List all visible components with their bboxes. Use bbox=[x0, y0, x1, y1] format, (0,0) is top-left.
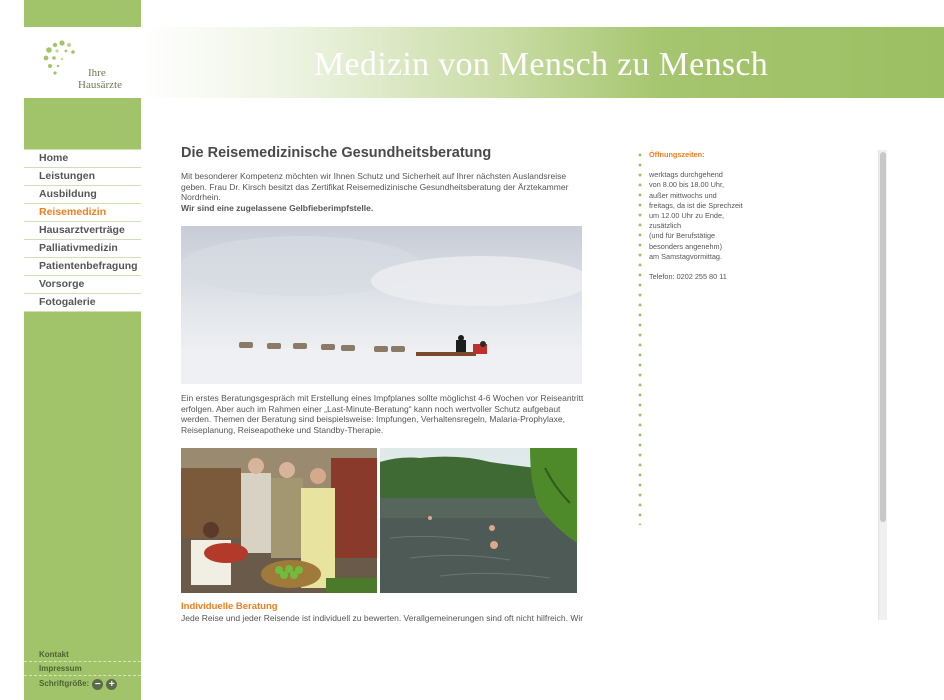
page-title: Die Reisemedizinische Gesundheitsberatung bbox=[181, 145, 492, 161]
logo-line-2: Hausärzte bbox=[78, 79, 122, 91]
footer-links bbox=[24, 648, 141, 692]
consultation-text bbox=[181, 393, 585, 435]
main-nav bbox=[24, 149, 141, 312]
nav-item-palliativmedizin[interactable]: Palliativmedizin bbox=[24, 240, 141, 258]
subheading-individuelle-beratung: Individuelle Beratung bbox=[181, 601, 278, 612]
phone-number: Telefon: 0202 255 80 11 bbox=[649, 272, 727, 282]
dogsled-photo bbox=[181, 226, 582, 384]
opening-hours-heading: Öffnungszeiten: bbox=[649, 150, 705, 159]
banner-title: Medizin von Mensch zu Mensch bbox=[314, 46, 769, 83]
opening-hours-line: werktags durchgehend bbox=[649, 170, 723, 180]
nav-item-leistungen[interactable]: Leistungen bbox=[24, 168, 141, 186]
consultation-paragraph: Ein erstes Beratungsgespräch mit Erstellung eines Impfplanes sollte möglichst 4-6 Wochen vor Reiseantritt erfolgen. Aber auch im Rahmen einer „Last-Minute-Beratung“ kann noch wertvoller Schutz aufgebaut werden. Themen der Beratung sind beispielsweise: Impfungen, Verhaltensregeln, Malaria-Prophylaxe, Reiseplanung, Reiseapotheke und Standby-Therapie. bbox=[181, 393, 584, 435]
nav-item-hausarztverträge[interactable]: Hausarztverträge bbox=[24, 222, 141, 240]
nav-item-home[interactable]: Home bbox=[24, 149, 141, 168]
font-decrease-icon[interactable]: − bbox=[92, 679, 103, 690]
impressum-link[interactable]: Impressum bbox=[24, 662, 141, 676]
intro-bold-text: Wir sind eine zugelassene Gelbfieberimpfstelle. bbox=[181, 202, 374, 213]
lake-photo bbox=[380, 448, 577, 593]
top-band bbox=[0, 0, 944, 27]
header-banner bbox=[141, 27, 944, 98]
sidebar bbox=[24, 0, 141, 700]
nav-item-fotogalerie[interactable]: Fotogalerie bbox=[24, 294, 141, 312]
opening-hours-line: um 12.00 Uhr zu Ende, bbox=[649, 211, 725, 221]
kontakt-link[interactable]: Kontakt bbox=[24, 648, 141, 662]
opening-hours-line: zusätzlich bbox=[649, 221, 682, 231]
logo-line-1: Ihre bbox=[88, 67, 106, 79]
font-size-label: Schriftgröße: bbox=[39, 679, 90, 688]
dotted-divider bbox=[638, 150, 642, 525]
individual-text: Jede Reise und jeder Reisende ist individuell zu bewerten. Verallgemeinerungen sind oft nicht hilfreich. Wir bbox=[181, 613, 584, 623]
logo-text bbox=[78, 67, 122, 91]
opening-hours-line: (und für Berufstätige bbox=[649, 231, 716, 241]
main-content bbox=[181, 145, 585, 213]
opening-hours-line: von 8.00 bis 18.00 Uhr, bbox=[649, 180, 725, 190]
nav-item-reisemedizin[interactable]: Reisemedizin bbox=[24, 204, 141, 222]
nav-item-vorsorge[interactable]: Vorsorge bbox=[24, 276, 141, 294]
opening-hours-line: besonders angenehm) bbox=[649, 241, 723, 251]
scrollbar[interactable] bbox=[878, 150, 887, 620]
market-photo bbox=[181, 448, 377, 593]
opening-hours bbox=[649, 150, 799, 282]
logo[interactable] bbox=[24, 27, 141, 98]
logo-dots-icon bbox=[42, 39, 82, 79]
opening-hours-lines bbox=[649, 170, 799, 262]
font-increase-icon[interactable]: + bbox=[106, 679, 117, 690]
font-size-control bbox=[24, 676, 141, 692]
intro-text: Mit besonderer Kompetenz möchten wir Ihnen Schutz und Sicherheit auf Ihrer nächsten Auslandsreise geben. Frau Dr. Kirsch besitzt das Zertifikat Reisemedizinische Gesundheitsberatung der Ärztekammer Nordrhein. bbox=[181, 171, 569, 202]
opening-hours-line: am Samstagvormittag. bbox=[649, 251, 722, 261]
scrollbar-thumb[interactable] bbox=[880, 152, 886, 522]
nav-item-patientenbefragung[interactable]: Patientenbefragung bbox=[24, 258, 141, 276]
opening-hours-line: außer mittwochs und bbox=[649, 190, 717, 200]
nav-item-ausbildung[interactable]: Ausbildung bbox=[24, 186, 141, 204]
opening-hours-line: freitags, da ist die Sprechzeit bbox=[649, 200, 743, 210]
